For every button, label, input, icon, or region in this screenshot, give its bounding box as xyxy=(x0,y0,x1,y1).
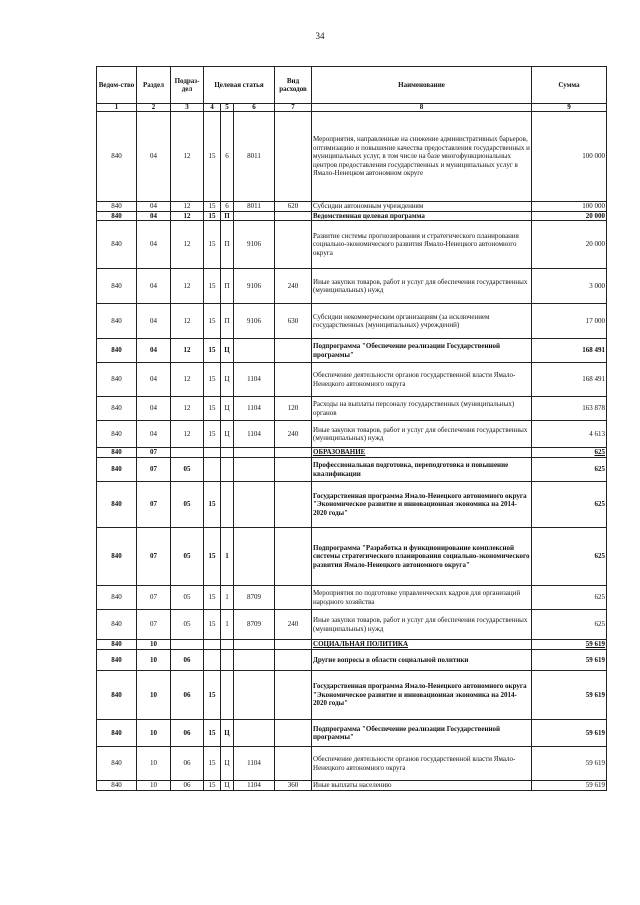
cell-podrazdel xyxy=(171,448,204,458)
cell-sum: 100 000 xyxy=(532,112,607,202)
table-row xyxy=(97,397,607,421)
cell-sum: 100 000 xyxy=(532,202,607,212)
cell-direction xyxy=(234,640,275,650)
table-row xyxy=(97,650,607,671)
cell-name: СОЦИАЛЬНАЯ ПОЛИТИКА xyxy=(312,640,532,650)
cell-name: Иные закупки товаров, работ и услуг для обеспечения государственных (муниципальных) нужд xyxy=(312,269,532,304)
col-header-celevaya: Целевая статья xyxy=(204,67,275,104)
cell-vedomstvo: 840 xyxy=(97,211,137,221)
cell-podrazdel: 12 xyxy=(171,211,204,221)
column-number: 1 xyxy=(97,104,137,112)
cell-name: Ведомственная целевая программа xyxy=(312,211,532,221)
cell-program: 15 xyxy=(204,202,221,212)
cell-sum: 625 xyxy=(532,610,607,640)
cell-name: Мероприятия по подготовке управленческих кадров для организаций народного хозяйства xyxy=(312,586,532,610)
cell-subprogram: 1 xyxy=(221,528,234,586)
cell-sum: 625 xyxy=(532,528,607,586)
cell-expense-type xyxy=(275,528,312,586)
table-row xyxy=(97,671,607,720)
cell-program: 15 xyxy=(204,221,221,269)
cell-podrazdel: 12 xyxy=(171,304,204,339)
cell-subprogram: Ц xyxy=(221,339,234,363)
cell-sum: 168 491 xyxy=(532,339,607,363)
cell-sum: 17 000 xyxy=(532,304,607,339)
cell-vedomstvo: 840 xyxy=(97,640,137,650)
cell-direction xyxy=(234,339,275,363)
cell-vedomstvo: 840 xyxy=(97,363,137,397)
cell-razdel: 04 xyxy=(137,211,171,221)
cell-subprogram: Ц xyxy=(221,363,234,397)
column-number: 5 xyxy=(221,104,234,112)
cell-sum: 625 xyxy=(532,586,607,610)
cell-razdel: 04 xyxy=(137,304,171,339)
cell-vedomstvo: 840 xyxy=(97,610,137,640)
cell-subprogram xyxy=(221,482,234,528)
cell-expense-type xyxy=(275,363,312,397)
cell-vedomstvo: 840 xyxy=(97,339,137,363)
cell-program: 15 xyxy=(204,112,221,202)
cell-sum: 168 491 xyxy=(532,363,607,397)
cell-podrazdel: 06 xyxy=(171,747,204,781)
cell-expense-type: 360 xyxy=(275,781,312,791)
cell-subprogram: 1 xyxy=(221,586,234,610)
cell-podrazdel xyxy=(171,640,204,650)
cell-podrazdel: 05 xyxy=(171,458,204,482)
cell-vedomstvo: 840 xyxy=(97,448,137,458)
cell-program xyxy=(204,650,221,671)
cell-direction: 9106 xyxy=(234,304,275,339)
cell-program: 15 xyxy=(204,397,221,421)
cell-name: Государственная программа Ямало-Ненецкого автономного округа "Экономическое развитие и инновационная экономика на 2014-2020 годы" xyxy=(312,482,532,528)
col-header-vid: Вид расходов xyxy=(275,67,312,104)
cell-podrazdel: 12 xyxy=(171,421,204,448)
cell-sum: 59 619 xyxy=(532,747,607,781)
cell-razdel: 04 xyxy=(137,421,171,448)
cell-razdel: 07 xyxy=(137,528,171,586)
cell-razdel: 07 xyxy=(137,482,171,528)
cell-expense-type xyxy=(275,339,312,363)
cell-program: 15 xyxy=(204,269,221,304)
table-row xyxy=(97,112,607,202)
cell-expense-type xyxy=(275,221,312,269)
cell-subprogram xyxy=(221,650,234,671)
cell-vedomstvo: 840 xyxy=(97,781,137,791)
column-number: 2 xyxy=(137,104,171,112)
header-row xyxy=(97,67,607,104)
cell-name: Развитие системы прогнозирования и стратегического планирования социально-экономического развития Ямало-Ненецкого автономного округа xyxy=(312,221,532,269)
cell-subprogram xyxy=(221,448,234,458)
col-header-razdel: Раздел xyxy=(137,67,171,104)
cell-name: Другие вопросы в области социальной политики xyxy=(312,650,532,671)
cell-podrazdel: 12 xyxy=(171,339,204,363)
cell-direction xyxy=(234,650,275,671)
cell-direction: 9106 xyxy=(234,269,275,304)
cell-name: Подпрограмма "Разработка и функционирование комплексной системы стратегического планирования социально-экономического развития Ямало-Ненецкого автономного округа" xyxy=(312,528,532,586)
cell-podrazdel: 06 xyxy=(171,650,204,671)
table-row xyxy=(97,482,607,528)
cell-vedomstvo: 840 xyxy=(97,482,137,528)
cell-expense-type xyxy=(275,211,312,221)
cell-razdel: 07 xyxy=(137,448,171,458)
cell-direction: 1104 xyxy=(234,421,275,448)
cell-subprogram: П xyxy=(221,221,234,269)
cell-razdel: 04 xyxy=(137,202,171,212)
cell-podrazdel: 05 xyxy=(171,528,204,586)
cell-razdel: 07 xyxy=(137,610,171,640)
cell-sum: 59 619 xyxy=(532,640,607,650)
cell-direction: 9106 xyxy=(234,221,275,269)
cell-direction: 8011 xyxy=(234,202,275,212)
cell-sum: 625 xyxy=(532,482,607,528)
table-row xyxy=(97,221,607,269)
table-row xyxy=(97,211,607,221)
cell-sum: 163 878 xyxy=(532,397,607,421)
cell-sum: 59 619 xyxy=(532,720,607,747)
cell-subprogram xyxy=(221,640,234,650)
cell-vedomstvo: 840 xyxy=(97,458,137,482)
cell-podrazdel: 12 xyxy=(171,202,204,212)
cell-program: 15 xyxy=(204,304,221,339)
cell-direction xyxy=(234,720,275,747)
cell-expense-type xyxy=(275,720,312,747)
table-row xyxy=(97,363,607,397)
cell-program xyxy=(204,640,221,650)
cell-razdel: 10 xyxy=(137,781,171,791)
table-row xyxy=(97,269,607,304)
cell-direction: 1104 xyxy=(234,747,275,781)
cell-expense-type: 240 xyxy=(275,610,312,640)
cell-program: 15 xyxy=(204,528,221,586)
cell-subprogram: 6 xyxy=(221,202,234,212)
cell-name: Иные выплаты населению xyxy=(312,781,532,791)
cell-direction: 1104 xyxy=(234,397,275,421)
cell-program: 15 xyxy=(204,747,221,781)
table-row xyxy=(97,610,607,640)
cell-razdel: 10 xyxy=(137,671,171,720)
cell-expense-type: 120 xyxy=(275,397,312,421)
cell-expense-type: 630 xyxy=(275,304,312,339)
table-row xyxy=(97,781,607,791)
cell-sum: 59 619 xyxy=(532,781,607,791)
cell-razdel: 04 xyxy=(137,221,171,269)
column-number: 3 xyxy=(171,104,204,112)
cell-sum: 20 000 xyxy=(532,211,607,221)
cell-razdel: 04 xyxy=(137,397,171,421)
cell-program: 15 xyxy=(204,720,221,747)
cell-podrazdel: 12 xyxy=(171,397,204,421)
cell-name: Расходы на выплаты персоналу государственных (муниципальных) органов xyxy=(312,397,532,421)
cell-sum: 20 000 xyxy=(532,221,607,269)
table-row xyxy=(97,304,607,339)
cell-name: Государственная программа Ямало-Ненецкого автономного округа "Экономическое развитие и инновационная экономика на 2014-2020 годы" xyxy=(312,671,532,720)
cell-podrazdel: 05 xyxy=(171,586,204,610)
cell-sum: 59 619 xyxy=(532,650,607,671)
cell-podrazdel: 12 xyxy=(171,221,204,269)
cell-direction xyxy=(234,458,275,482)
cell-vedomstvo: 840 xyxy=(97,720,137,747)
col-header-vedomstvo: Ведом-ство xyxy=(97,67,137,104)
cell-expense-type xyxy=(275,112,312,202)
cell-expense-type xyxy=(275,586,312,610)
cell-sum: 3 000 xyxy=(532,269,607,304)
cell-program: 15 xyxy=(204,339,221,363)
cell-vedomstvo: 840 xyxy=(97,202,137,212)
table-row xyxy=(97,747,607,781)
cell-subprogram: 1 xyxy=(221,610,234,640)
cell-program: 15 xyxy=(204,610,221,640)
cell-direction xyxy=(234,482,275,528)
cell-razdel: 04 xyxy=(137,339,171,363)
cell-podrazdel: 12 xyxy=(171,112,204,202)
cell-vedomstvo: 840 xyxy=(97,221,137,269)
table-row xyxy=(97,720,607,747)
table-row xyxy=(97,339,607,363)
col-header-sum: Сумма xyxy=(532,67,607,104)
cell-name: Обеспечение деятельности органов государственной власти Ямало-Ненецкого автономного округа xyxy=(312,747,532,781)
cell-name: Подпрограмма "Обеспечение реализации Государственной программы" xyxy=(312,720,532,747)
column-number-row xyxy=(97,104,607,112)
cell-sum: 59 619 xyxy=(532,671,607,720)
cell-vedomstvo: 840 xyxy=(97,304,137,339)
cell-direction xyxy=(234,671,275,720)
table-row xyxy=(97,202,607,212)
table-row xyxy=(97,421,607,448)
cell-subprogram xyxy=(221,671,234,720)
cell-direction: 1104 xyxy=(234,781,275,791)
cell-subprogram xyxy=(221,458,234,482)
cell-expense-type xyxy=(275,482,312,528)
cell-sum: 625 xyxy=(532,458,607,482)
cell-program: 15 xyxy=(204,671,221,720)
cell-program: 15 xyxy=(204,482,221,528)
cell-subprogram: 6 xyxy=(221,112,234,202)
column-number: 8 xyxy=(312,104,532,112)
table-row xyxy=(97,458,607,482)
cell-vedomstvo: 840 xyxy=(97,650,137,671)
cell-name: ОБРАЗОВАНИЕ xyxy=(312,448,532,458)
cell-subprogram: П xyxy=(221,269,234,304)
cell-razdel: 10 xyxy=(137,720,171,747)
cell-sum: 625 xyxy=(532,448,607,458)
cell-expense-type xyxy=(275,747,312,781)
cell-name: Иные закупки товаров, работ и услуг для обеспечения государственных (муниципальных) нужд xyxy=(312,421,532,448)
cell-expense-type xyxy=(275,458,312,482)
column-number: 4 xyxy=(204,104,221,112)
budget-table xyxy=(96,66,607,791)
cell-podrazdel: 12 xyxy=(171,363,204,397)
cell-podrazdel: 12 xyxy=(171,269,204,304)
cell-vedomstvo: 840 xyxy=(97,586,137,610)
column-number: 6 xyxy=(234,104,275,112)
cell-direction xyxy=(234,211,275,221)
cell-expense-type: 240 xyxy=(275,269,312,304)
cell-expense-type: 620 xyxy=(275,202,312,212)
cell-program xyxy=(204,448,221,458)
column-number: 9 xyxy=(532,104,607,112)
cell-razdel: 10 xyxy=(137,650,171,671)
cell-razdel: 10 xyxy=(137,747,171,781)
cell-podrazdel: 05 xyxy=(171,610,204,640)
cell-expense-type xyxy=(275,671,312,720)
cell-expense-type: 240 xyxy=(275,421,312,448)
cell-expense-type xyxy=(275,650,312,671)
cell-subprogram: Ц xyxy=(221,397,234,421)
cell-direction xyxy=(234,528,275,586)
page-number: 34 xyxy=(315,31,325,41)
cell-vedomstvo: 840 xyxy=(97,671,137,720)
cell-direction: 8011 xyxy=(234,112,275,202)
column-number: 7 xyxy=(275,104,312,112)
cell-subprogram: Ц xyxy=(221,781,234,791)
cell-subprogram: П xyxy=(221,211,234,221)
cell-name: Подпрограмма "Обеспечение реализации Государственной программы" xyxy=(312,339,532,363)
cell-program xyxy=(204,458,221,482)
cell-subprogram: Ц xyxy=(221,421,234,448)
cell-name: Субсидии некоммерческим организациям (за исключением государственных (муниципальных) учреждений) xyxy=(312,304,532,339)
table-row xyxy=(97,640,607,650)
cell-program: 15 xyxy=(204,421,221,448)
cell-program: 15 xyxy=(204,781,221,791)
cell-direction xyxy=(234,448,275,458)
table-row xyxy=(97,448,607,458)
cell-name: Иные закупки товаров, работ и услуг для обеспечения государственных (муниципальных) нужд xyxy=(312,610,532,640)
cell-subprogram: Ц xyxy=(221,747,234,781)
cell-expense-type xyxy=(275,448,312,458)
cell-program: 15 xyxy=(204,586,221,610)
cell-name: Субсидии автономным учреждениям xyxy=(312,202,532,212)
table-row xyxy=(97,586,607,610)
cell-vedomstvo: 840 xyxy=(97,397,137,421)
cell-podrazdel: 06 xyxy=(171,671,204,720)
cell-vedomstvo: 840 xyxy=(97,528,137,586)
cell-vedomstvo: 840 xyxy=(97,112,137,202)
cell-podrazdel: 06 xyxy=(171,781,204,791)
cell-razdel: 07 xyxy=(137,586,171,610)
cell-direction: 8709 xyxy=(234,586,275,610)
cell-subprogram: Ц xyxy=(221,720,234,747)
cell-name: Обеспечение деятельности органов государственной власти Ямало-Ненецкого автономного округа xyxy=(312,363,532,397)
cell-razdel: 07 xyxy=(137,458,171,482)
cell-razdel: 04 xyxy=(137,112,171,202)
table-row xyxy=(97,528,607,586)
cell-program: 15 xyxy=(204,211,221,221)
cell-podrazdel: 05 xyxy=(171,482,204,528)
cell-vedomstvo: 840 xyxy=(97,421,137,448)
cell-podrazdel: 06 xyxy=(171,720,204,747)
col-header-name: Наименование xyxy=(312,67,532,104)
cell-sum: 4 613 xyxy=(532,421,607,448)
cell-expense-type xyxy=(275,640,312,650)
cell-vedomstvo: 840 xyxy=(97,747,137,781)
cell-razdel: 04 xyxy=(137,269,171,304)
cell-razdel: 04 xyxy=(137,363,171,397)
cell-name: Мероприятия, направленные на снижение административных барьеров, оптимизацию и повышение качества предоставления государственных и муниципальных услуг, в том числе на базе многофункциональных центров предоставления государственных и муниципальных услуг в Ямало-Ненецком автономном округе xyxy=(312,112,532,202)
col-header-podrazdel: Подраз-дел xyxy=(171,67,204,104)
cell-program: 15 xyxy=(204,363,221,397)
cell-direction: 8709 xyxy=(234,610,275,640)
cell-subprogram: П xyxy=(221,304,234,339)
cell-razdel: 10 xyxy=(137,640,171,650)
cell-vedomstvo: 840 xyxy=(97,269,137,304)
cell-name: Профессиональная подготовка, переподготовка и повышение квалификации xyxy=(312,458,532,482)
cell-direction: 1104 xyxy=(234,363,275,397)
